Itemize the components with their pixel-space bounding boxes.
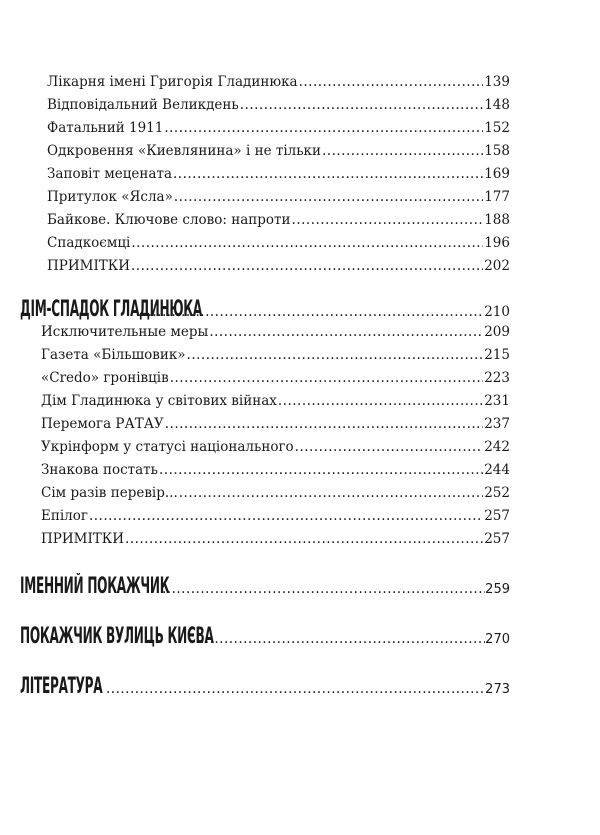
dot-leader (89, 505, 483, 528)
toc-entry[interactable] (0, 528, 510, 551)
toc-entry[interactable] (0, 459, 510, 482)
toc-heading-index-streets[interactable] (20, 622, 510, 652)
page-number: 210 (484, 304, 510, 320)
entry-title: Сім разів перевір... (41, 485, 178, 501)
page-number: 202 (484, 258, 510, 274)
page-number: 209 (484, 324, 510, 340)
heading-title: ІМЕННИЙ ПОКАЖЧИК (20, 574, 170, 599)
entry-title: Епілог (41, 508, 88, 524)
entry-title: Заповіт мецената (47, 166, 172, 182)
toc-entry[interactable] (0, 140, 510, 163)
entry-title: Дім Гладинюка у світових війнах (41, 393, 277, 409)
dot-leader (179, 482, 483, 505)
toc-heading-literature[interactable] (20, 672, 510, 702)
page-number: 242 (484, 439, 510, 455)
dot-leader (278, 390, 483, 413)
page-number: 273 (485, 682, 510, 697)
toc-entry[interactable] (0, 321, 510, 344)
entry-title: ПРИМІТКИ (47, 258, 131, 274)
entry-title: Исключительные меры (41, 324, 209, 340)
toc-entry[interactable] (0, 505, 510, 528)
dot-leader (187, 344, 484, 367)
toc-entry[interactable] (0, 390, 510, 413)
toc-entry[interactable] (0, 482, 510, 505)
toc-entry[interactable] (0, 117, 510, 140)
dot-leader (322, 140, 483, 163)
toc-entry[interactable] (0, 163, 510, 186)
toc-entry[interactable] (0, 344, 510, 367)
page-number: 252 (484, 485, 510, 501)
entry-title: «Credo» гронівців (41, 370, 169, 386)
dot-leader (162, 574, 485, 604)
dot-leader (170, 367, 484, 390)
dot-leader (173, 163, 483, 186)
dot-leader (292, 209, 484, 232)
page-number: 169 (484, 166, 510, 182)
dot-leader (159, 459, 483, 482)
dot-leader (125, 528, 483, 551)
entry-title: Фатальний 1911 (47, 120, 164, 136)
toc-heading-index-names[interactable] (20, 572, 510, 602)
toc-entry[interactable] (0, 255, 510, 278)
toc-section-1 (0, 71, 600, 278)
page-number: 237 (484, 416, 510, 432)
entry-title: Байкове. Ключове слово: напроти (47, 212, 291, 228)
page-number: 259 (485, 582, 510, 597)
dot-leader (174, 186, 483, 209)
page-number: 257 (484, 508, 510, 524)
dot-leader (131, 255, 483, 278)
entry-title: Знакова постать (41, 462, 158, 478)
toc-entry[interactable] (0, 436, 510, 459)
page-number: 270 (485, 632, 510, 647)
heading-title: ПОКАЖЧИК ВУЛИЦЬ КИЄВА (20, 624, 214, 649)
entry-title: Укрінформ у статусі національного (41, 439, 294, 455)
page-number: 188 (484, 212, 510, 228)
entry-title: Спадкоємці (47, 235, 131, 251)
page-number: 223 (484, 370, 510, 386)
dot-leader (165, 413, 483, 436)
page-number: 148 (484, 97, 510, 113)
entry-title: ПРИМІТКИ (41, 531, 125, 547)
toc-entry[interactable] (0, 367, 510, 390)
page-number: 231 (484, 393, 510, 409)
toc-entry[interactable] (0, 413, 510, 436)
dot-leader (240, 94, 483, 117)
toc-section-2 (0, 321, 600, 551)
page-number: 196 (484, 235, 510, 251)
entry-title: Газета «Більшовик» (41, 347, 186, 363)
entry-title: Одкровення «Киевлянина» і не тільки (47, 143, 321, 159)
toc-entry[interactable] (0, 94, 510, 117)
heading-title: ДІМ-СПАДОК ГЛАДИНЮКА (20, 297, 202, 322)
entry-title: Притулок «Ясла» (47, 189, 173, 205)
entry-title: Перемога РАТАУ (41, 416, 164, 432)
dot-leader (131, 232, 483, 255)
page-number: 244 (484, 462, 510, 478)
entry-title: Відповідальний Великдень (47, 97, 239, 113)
dot-leader (295, 436, 484, 459)
dot-leader (164, 117, 483, 140)
page-number: 177 (484, 189, 510, 205)
page-number: 139 (484, 74, 510, 90)
dot-leader (299, 71, 484, 94)
dot-leader (106, 674, 485, 704)
toc-entry[interactable] (0, 186, 510, 209)
toc-entry[interactable] (0, 232, 510, 255)
heading-title: ЛІТЕРАТУРА (20, 674, 103, 699)
page-number: 215 (484, 347, 510, 363)
toc-entry[interactable] (0, 71, 510, 94)
page-number: 152 (484, 120, 510, 136)
dot-leader (200, 624, 485, 654)
entry-title: Лікарня імені Григорія Гладинюка (47, 74, 298, 90)
page-number: 257 (484, 531, 510, 547)
toc-entry[interactable] (0, 209, 510, 232)
dot-leader (209, 321, 483, 344)
page-number: 158 (484, 143, 510, 159)
